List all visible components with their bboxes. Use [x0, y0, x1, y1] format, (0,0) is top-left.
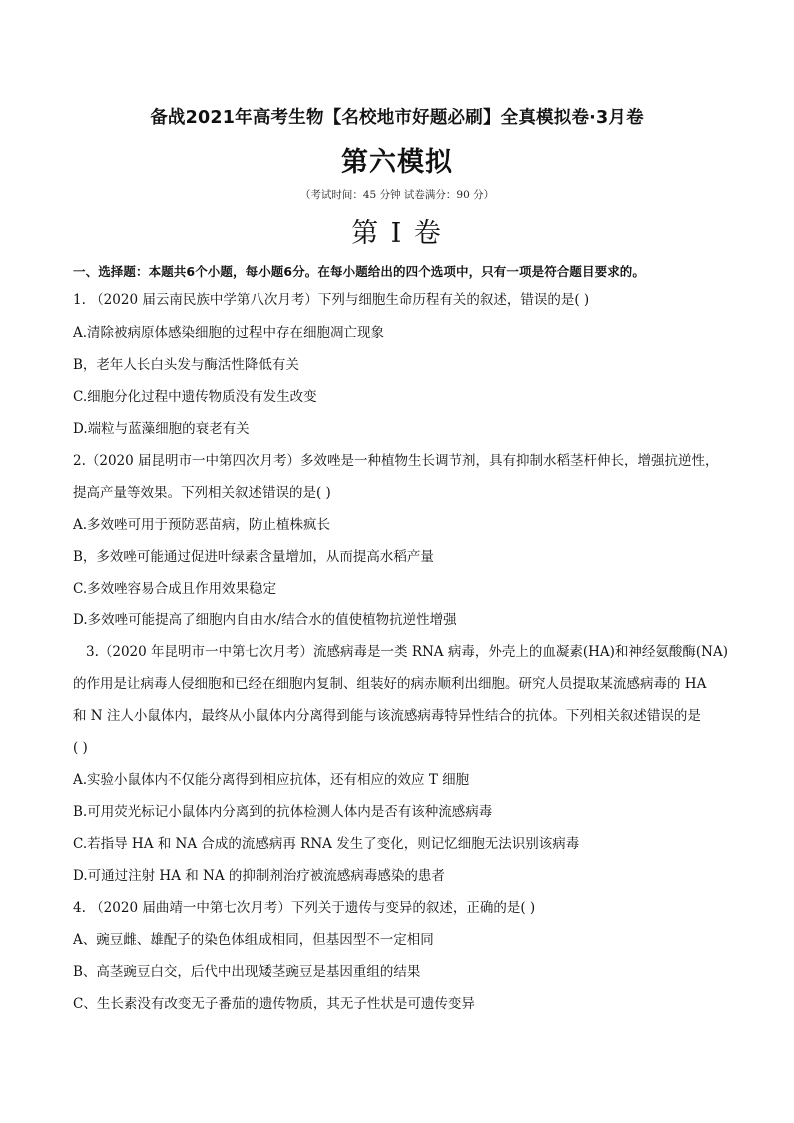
question-1-stem: 1. （2020 届云南民族中学第八次月考）下列与细胞生命历程有关的叙述，错误的是( ): [73, 292, 590, 308]
exam-info: （考试时间：45 分钟 试卷满分：90 分）: [299, 189, 495, 201]
question-1-option-c: C.细胞分化过程中遗传物质没有发生改变: [73, 389, 317, 405]
document-header-title: 备战2021年高考生物【名校地市好题必刷】全真模拟卷·3月卷: [150, 108, 644, 128]
question-3-stem-line-2: 的作用是让病毒人侵细胞和已经在细胞内复制、组装好的病赤顺利出细胞。研究人员提取某流感病毒的 HA: [73, 676, 707, 692]
question-3-stem-line-3: 和 N 注人小鼠体内，最终从小鼠体内分离得到能与该流感病毒特异性结合的抗体。下列相关叙述错误的是: [73, 708, 701, 724]
question-4-option-a: A、豌豆雌、雄配子的染色体组成相同，但基因型不一定相同: [73, 932, 434, 948]
question-3-option-a: A.实验小鼠体内不仅能分离得到相应抗体，还有相应的效应 T 细胞: [73, 772, 470, 788]
document-main-title: 第六模拟: [341, 147, 453, 178]
question-3-option-b: B.可用荧光标记小鼠体内分离到的抗体检测人体内是否有该种流感病毒: [73, 804, 493, 820]
question-3-stem-line-1: 3.（2020 年昆明市一中第七次月考）流感病毒是一类 RNA 病毒，外壳上的血凝素(HA)和神经氨酸酶(NA): [86, 644, 728, 660]
question-2-option-c: C.多效唑容易合成且作用效果稳定: [73, 581, 277, 597]
question-4-stem: 4. （2020 届曲靖一中第七次月考）下列关于遗传与变异的叙述，正确的是( ): [73, 900, 536, 916]
question-3-option-d: D.可通过注射 HA 和 NA 的抑制剂治疗被流感病毒感染的患者: [73, 868, 445, 884]
question-2-option-a: A.多效唑可用于预防恶苗病，防止植株疯长: [73, 517, 331, 533]
question-2-stem-line-2: 提高产量等效果。下列相关叙述错误的是( ): [73, 485, 331, 501]
question-2-option-d: D.多效唑可能提高了细胞内自由水/结合水的值使植物抗逆性增强: [73, 612, 457, 628]
question-3-option-c: C.若指导 HA 和 NA 合成的流感病再 RNA 发生了变化，则记忆细胞无法识别该病毒: [73, 836, 580, 852]
question-2-option-b: B，多效唑可能通过促进叶绿素含量增加，从而提高水稻产量: [73, 549, 434, 565]
section-heading: 一、选择题：本题共6个小题，每小题6分。在每小题给出的四个选项中，只有一项是符合题目要求的。: [73, 264, 645, 279]
volume-title: 第 I 卷: [351, 218, 443, 249]
question-2-stem-line-1: 2.（2020 届昆明市一中第四次月考）多效唑是一种植物生长调节剂，具有抑制水稻茎杆伸长，增强抗逆性，: [73, 453, 719, 469]
question-1-option-a: A.清除被病原体感染细胞的过程中存在细胞凋亡现象: [73, 325, 385, 341]
question-1-option-d: D.端粒与蓝藻细胞的衰老有关: [73, 421, 250, 437]
question-4-option-c: C、生长素没有改变无子番茄的遗传物质，其无子性状是可遗传变异: [73, 996, 475, 1012]
question-1-option-b: B，老年人长白头发与酶活性降低有关: [73, 357, 299, 373]
question-3-stem-line-4: ( ): [73, 740, 88, 756]
question-4-option-b: B、高茎豌豆白交，后代中出现矮茎豌豆是基因重组的结果: [73, 964, 421, 980]
